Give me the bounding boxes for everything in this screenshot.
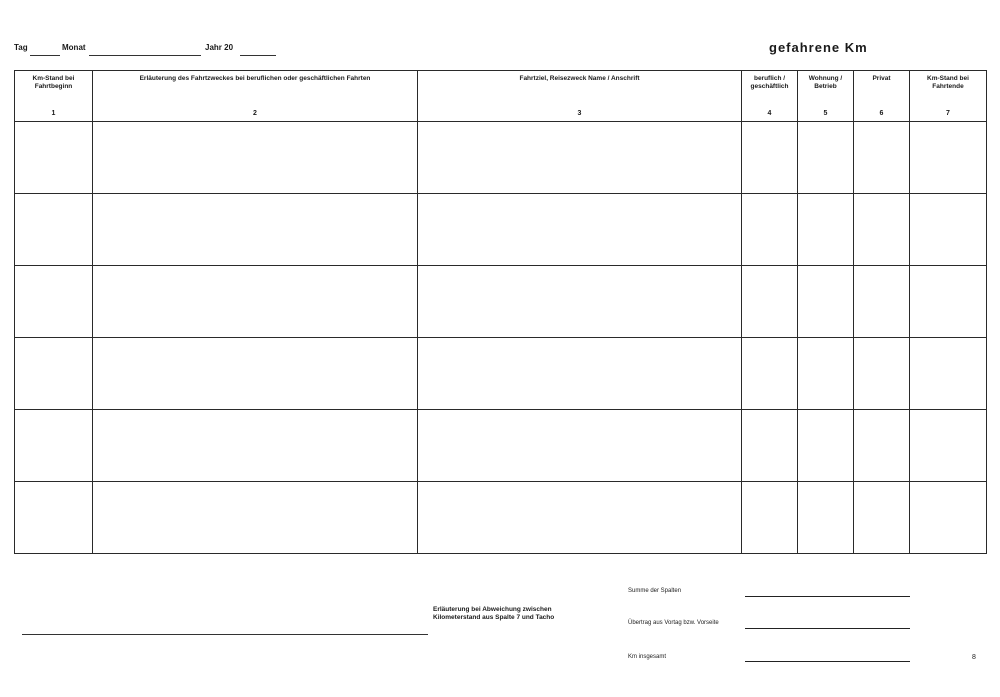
- table-cell[interactable]: [15, 122, 93, 194]
- carry-label: Übertrag aus Vortag bzw. Vorseite: [628, 620, 719, 626]
- table-cell[interactable]: [418, 122, 742, 194]
- total-label: Km insgesamt: [628, 654, 667, 660]
- table-cell[interactable]: [93, 194, 418, 266]
- table-cell[interactable]: [798, 194, 854, 266]
- monat-field[interactable]: [89, 45, 201, 56]
- table-cell[interactable]: [798, 410, 854, 482]
- table-cell[interactable]: [910, 410, 987, 482]
- table-row: [15, 194, 987, 266]
- sum-line[interactable]: [745, 595, 910, 597]
- table-cell[interactable]: [854, 410, 910, 482]
- table-cell[interactable]: [854, 194, 910, 266]
- page-title: gefahrene Km: [769, 40, 868, 55]
- table-cell[interactable]: [418, 194, 742, 266]
- table-cell[interactable]: [854, 338, 910, 410]
- table-cell[interactable]: [93, 338, 418, 410]
- table-cell[interactable]: [742, 338, 798, 410]
- col-header-private: Privat 6: [854, 71, 910, 122]
- table-row: [15, 410, 987, 482]
- table-cell[interactable]: [93, 122, 418, 194]
- trip-log-table: [14, 70, 987, 554]
- table-cell[interactable]: [910, 194, 987, 266]
- table-cell[interactable]: [15, 482, 93, 554]
- total-line[interactable]: [745, 660, 910, 662]
- table-cell[interactable]: [418, 338, 742, 410]
- table-cell[interactable]: [910, 338, 987, 410]
- table-cell[interactable]: [910, 122, 987, 194]
- table-cell[interactable]: [15, 266, 93, 338]
- table-row: [15, 122, 987, 194]
- table-cell[interactable]: [742, 266, 798, 338]
- table-cell[interactable]: [854, 482, 910, 554]
- table-cell[interactable]: [798, 338, 854, 410]
- table-row: [15, 482, 987, 554]
- col-header-commute: Wohnung / Betrieb 5: [798, 71, 854, 122]
- deviation-line[interactable]: [22, 634, 428, 635]
- table-cell[interactable]: [742, 482, 798, 554]
- table-cell[interactable]: [910, 266, 987, 338]
- table-cell[interactable]: [798, 266, 854, 338]
- table-cell[interactable]: [742, 122, 798, 194]
- table-cell[interactable]: [798, 482, 854, 554]
- table-cell[interactable]: [418, 482, 742, 554]
- table-cell[interactable]: [798, 122, 854, 194]
- tag-field[interactable]: [30, 45, 60, 56]
- table-cell[interactable]: [854, 122, 910, 194]
- table-cell[interactable]: [15, 338, 93, 410]
- table-cell[interactable]: [15, 410, 93, 482]
- tag-label: Tag: [14, 43, 28, 52]
- table-cell[interactable]: [854, 266, 910, 338]
- sum-label: Summe der Spalten: [628, 588, 682, 594]
- col-header-destination: Fahrtziel, Reisezweck Name / Anschrift 3: [418, 71, 742, 122]
- table-cell[interactable]: [93, 410, 418, 482]
- table-cell[interactable]: [93, 266, 418, 338]
- table-cell[interactable]: [418, 410, 742, 482]
- col-header-business: beruflich / geschäftlich 4: [742, 71, 798, 122]
- carry-line[interactable]: [745, 627, 910, 629]
- col-header-km-end: Km-Stand bei Fahrtende 7: [910, 71, 987, 122]
- table-cell[interactable]: [742, 410, 798, 482]
- table-row: [15, 266, 987, 338]
- table-cell[interactable]: [15, 194, 93, 266]
- table-header-row: [15, 71, 987, 122]
- page-number: 8: [972, 654, 976, 661]
- monat-label: Monat: [62, 43, 86, 52]
- table-cell[interactable]: [742, 194, 798, 266]
- table-cell[interactable]: [418, 266, 742, 338]
- table-cell[interactable]: [93, 482, 418, 554]
- table-row: [15, 338, 987, 410]
- jahr-field[interactable]: [240, 45, 276, 56]
- col-header-purpose: Erläuterung des Fahrtzweckes bei beruflichen oder geschäftlichen Fahrten 2: [93, 71, 418, 122]
- col-header-km-start: Km-Stand bei Fahrtbeginn 1: [15, 71, 93, 122]
- deviation-note: Erläuterung bei Abweichung zwischen Kilometerstand aus Spalte 7 und Tacho: [433, 606, 555, 621]
- jahr-label: Jahr 20: [205, 43, 234, 52]
- table-cell[interactable]: [910, 482, 987, 554]
